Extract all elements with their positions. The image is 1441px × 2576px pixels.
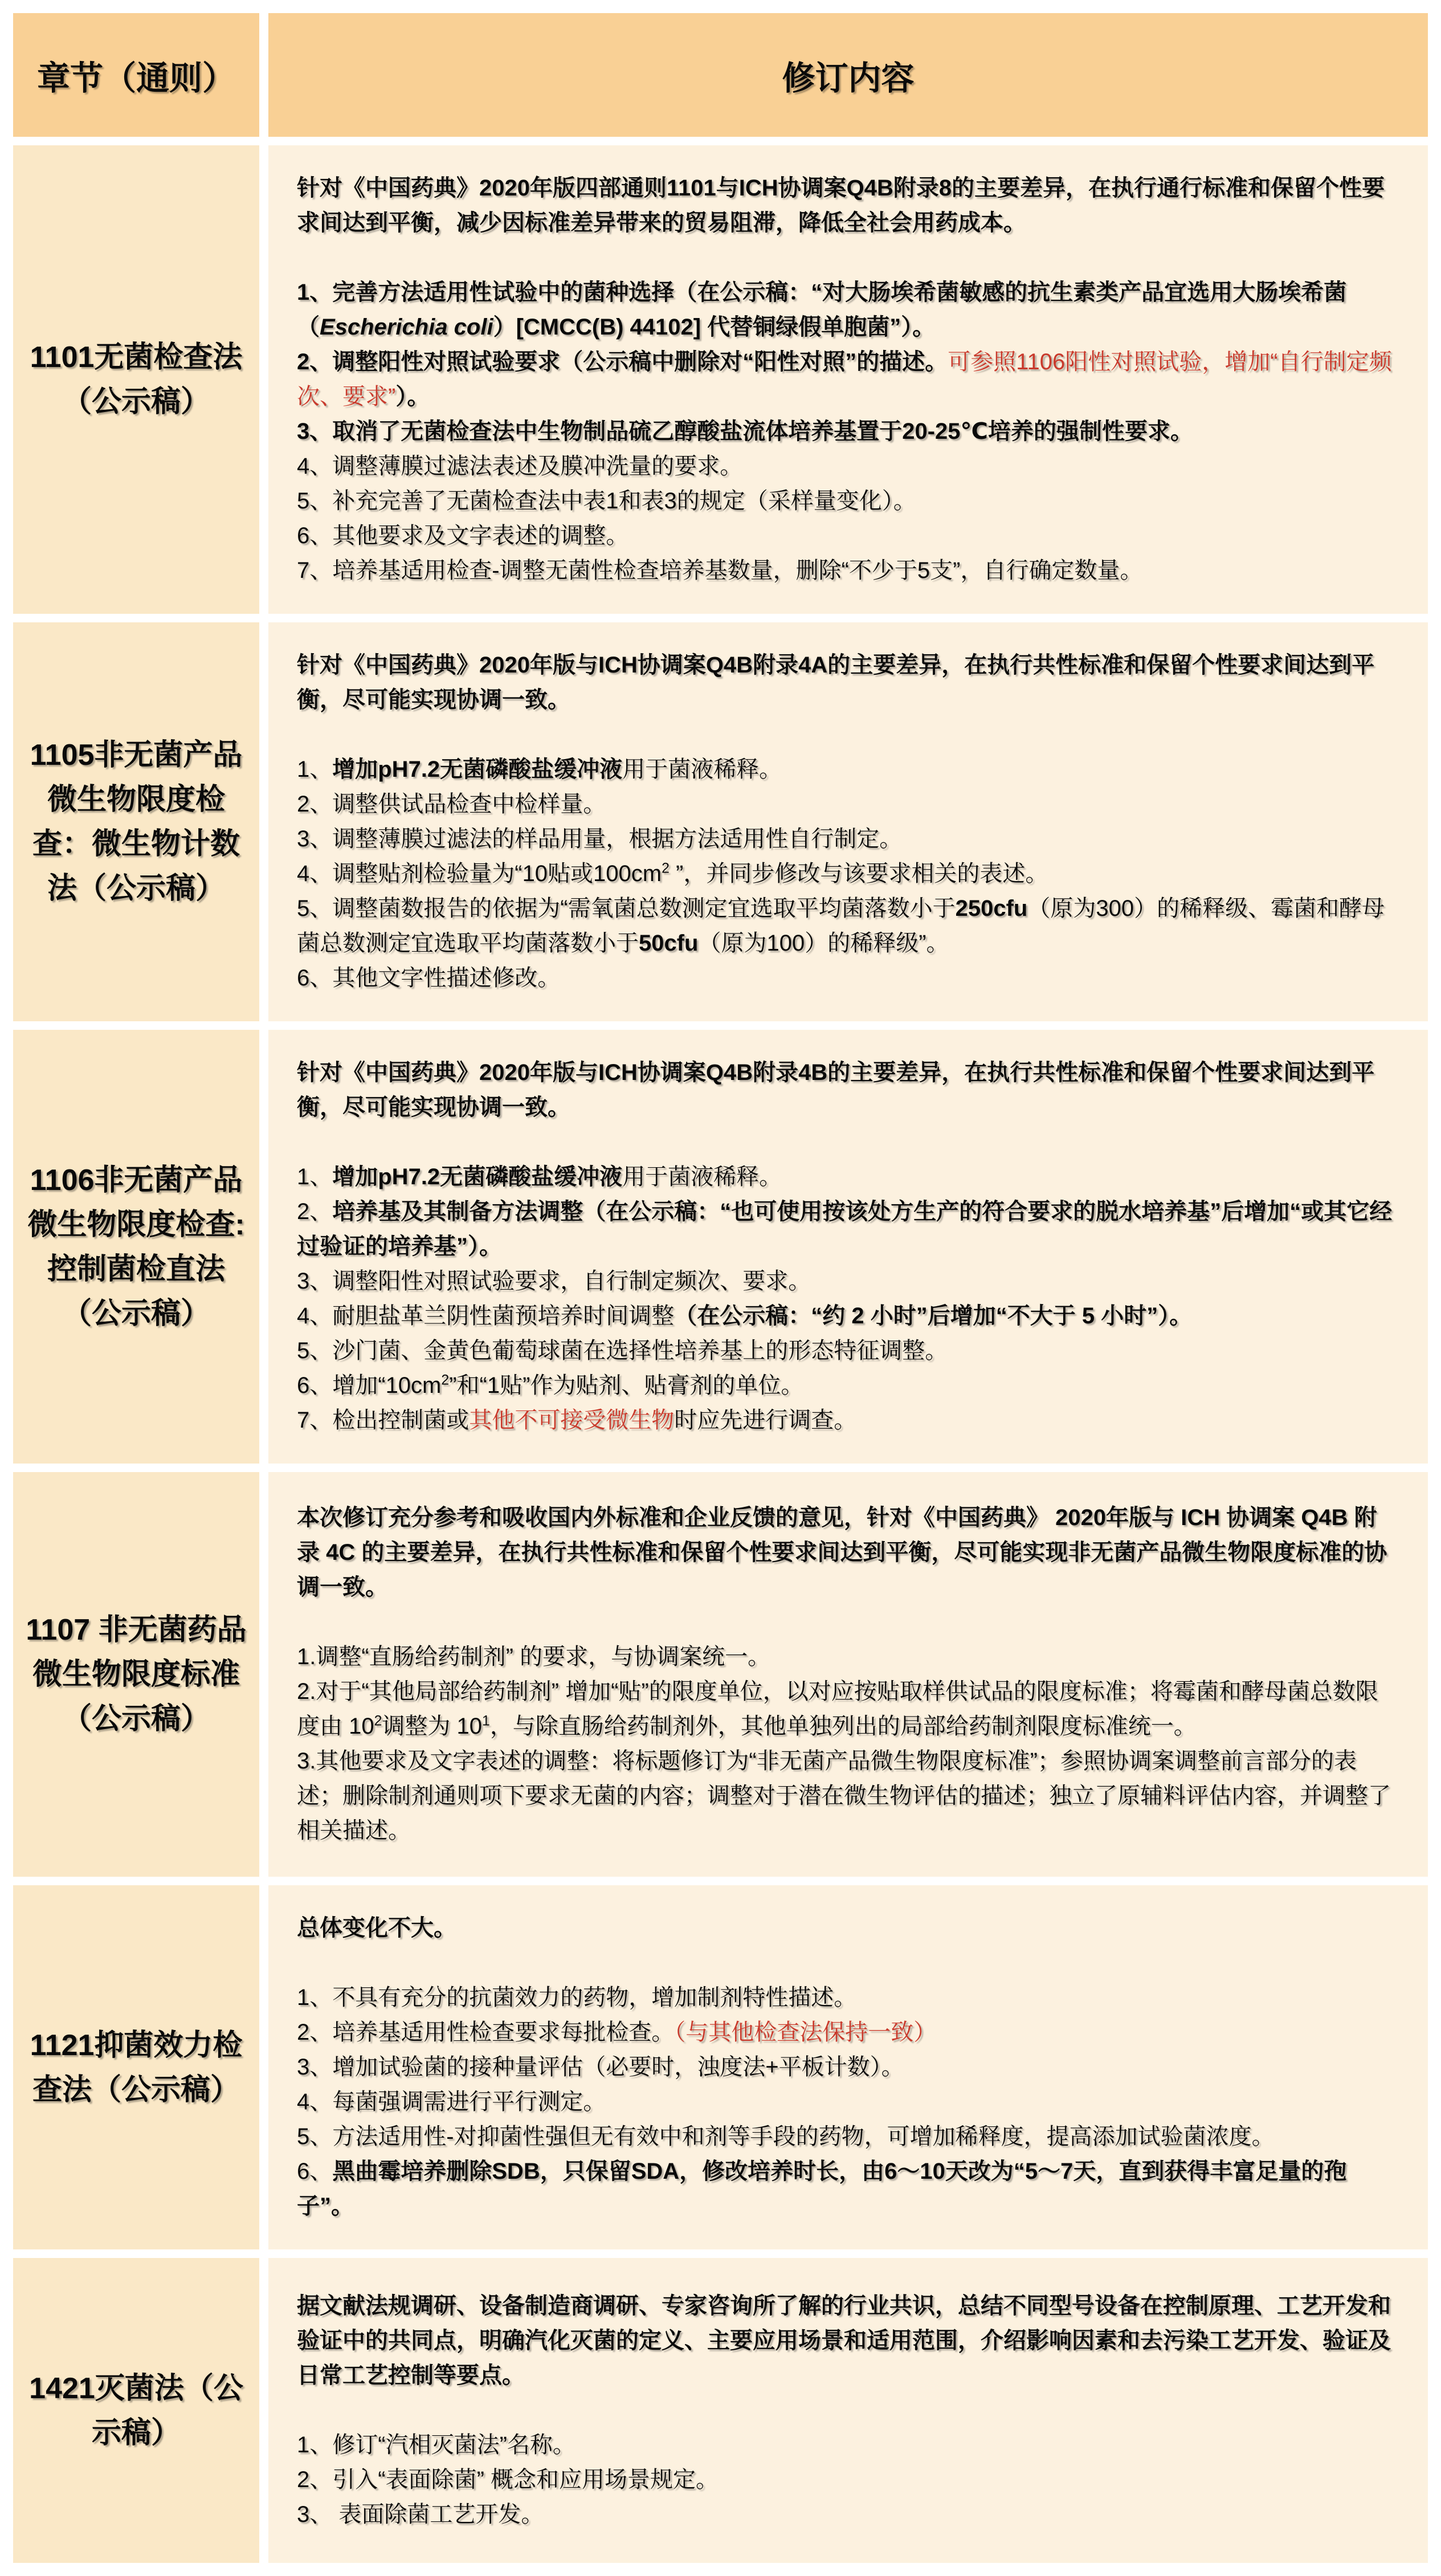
revision-item	[297, 2120, 1399, 2154]
text-segment: 增加pH7.2无菌磷酸盐缓冲液	[332, 757, 623, 782]
revision-item	[297, 2154, 1399, 2224]
text-segment: 1.调整“直肠给药制剂” 的要求，与协调案统一。	[297, 1644, 771, 1669]
text-segment: 1、	[297, 757, 333, 782]
header-content-column: 修订内容	[268, 13, 1428, 137]
text-segment: 1、	[297, 1164, 333, 1189]
text-segment: 6、	[297, 2159, 333, 2184]
content-cell	[268, 2258, 1428, 2563]
revision-item	[297, 2085, 1399, 2120]
text-segment: 1、不具有充分的抗菌效力的药物，增加制剂特性描述。	[297, 1985, 857, 2010]
text-segment: 7、检出控制菌或	[297, 1408, 470, 1433]
chapter-cell	[13, 2258, 259, 2563]
revision-item	[297, 414, 1399, 449]
text-segment: 2、调整供试品检查中检样量。	[297, 792, 606, 817]
chapter-cell	[13, 1472, 259, 1877]
text-segment: 3、调整薄膜过滤法的样品用量，根据方法适用性自行制定。	[297, 826, 903, 851]
text-segment: 5、方法适用性-对抑菌性强但无有效中和剂等手段的药物，可增加稀释度，提高添加试验菌浓度。	[297, 2124, 1275, 2149]
text-segment: 4、每菌强调需进行平行测定。	[297, 2089, 606, 2114]
text-segment: 2、培养基适用性检查要求每批检查。	[297, 2020, 675, 2045]
revision-item	[297, 519, 1399, 553]
text-segment: 本次修订充分参考和吸收国内外标准和企业反馈的意见，针对《中国药典》 2020年版与 ICH 协调案 Q4B 附录 4C 的主要差异，在执行共性标准和保留个性要求间达到平衡，尽可能实现非无菌产品微生物限度标准的协调一致。	[297, 1505, 1387, 1600]
text-segment: 250cfu	[955, 896, 1028, 921]
text-segment: 针对《中国药典》2020年版与ICH协调案Q4B附录4A的主要差异，在执行共性标准和保留个性要求间达到平衡，尽可能实现协调一致。	[297, 653, 1375, 712]
text-segment: 4、调整薄膜过滤法表述及膜冲洗量的要求。	[297, 454, 743, 479]
revision-item	[297, 2050, 1399, 2085]
revision-summary	[297, 1501, 1399, 1605]
text-segment: 用于菌液稀释。	[622, 1164, 782, 1189]
text-segment: （原为100）的稀释级”。	[698, 931, 949, 956]
text-segment: 6、其他要求及文字表述的调整。	[297, 523, 629, 548]
text-segment: 2	[662, 861, 670, 877]
content-cell	[268, 145, 1428, 614]
revision-item	[297, 1980, 1399, 2015]
text-segment: 6、其他文字性描述修改。	[297, 965, 561, 991]
chapter-title: 1105非无菌产品微生物限度检查：微生物计数法（公示稿）	[30, 739, 243, 905]
revision-item	[297, 1195, 1399, 1264]
revision-item	[297, 1264, 1399, 1299]
chapter-title: 1101无菌检查法（公示稿）	[30, 341, 243, 418]
text-segment: 据文献法规调研、设备制造商调研、专家咨询所了解的行业共识，总结不同型号设备在控制原理、工艺开发和验证中的共同点，明确汽化灭菌的定义、主要应用场景和适用范围，介绍影响因素和去污染工艺开发、验证及日常工艺控制等要点。	[297, 2293, 1391, 2388]
revision-summary	[297, 1055, 1399, 1125]
revision-item	[297, 484, 1399, 519]
chapter-cell	[13, 622, 259, 1021]
text-segment: 2	[374, 1713, 382, 1729]
text-segment: Escherichia coli	[320, 315, 493, 340]
revision-item	[297, 1299, 1399, 1334]
text-segment: 2.对于“其他局部给药制剂” 增加“贴”的限度单位，以对应按贴取样供试品的限度标准；将霉菌和酵母菌总数限度由 10	[297, 1679, 1378, 1739]
content-cell	[268, 1885, 1428, 2249]
text-segment: 4、耐胆盐革兰阴性菌预培养时间调整	[297, 1303, 675, 1328]
chapter-cell	[13, 145, 259, 614]
revision-item	[297, 1674, 1399, 1744]
text-segment: 5、沙门菌、金黄色葡萄球菌在选择性培养基上的形态特征调整。	[297, 1338, 948, 1363]
text-segment: 针对《中国药典》2020年版四部通则1101与ICH协调案Q4B附录8的主要差异，在执行通行标准和保留个性要求间达到平衡，减少因标准差异带来的贸易阻滞，降低全社会用药成本。	[297, 176, 1385, 235]
text-segment: 7、培养基适用检查-调整无菌性检查培养基数量，删除“不少于5支”，自行确定数量。	[297, 558, 1143, 583]
text-segment: ”和“1贴”作为贴剂、贴膏剂的单位。	[449, 1373, 804, 1398]
text-segment: 可参照1106阳性对照试验，增加“自行制定频次、要求”	[297, 349, 1392, 409]
revision-item	[297, 1640, 1399, 1674]
chapter-title: 1107 非无菌药品微生物限度标准（公示稿）	[26, 1613, 247, 1735]
revision-item	[297, 345, 1399, 414]
revision-summary	[297, 171, 1399, 241]
text-segment: （与其他检查法保持一致）	[674, 2020, 937, 2045]
revision-item	[297, 891, 1399, 961]
text-segment: （原为300）的稀释级、霉菌和酵母菌总数测定宜选取平均菌落数小于	[297, 896, 1385, 956]
text-segment: 黑曲霉培养删除SDB，只保留SDA，修改培养时长，由6～10天改为“5～7天，直到获得丰富足量的孢子”。	[297, 2159, 1347, 2219]
revision-item	[297, 1744, 1399, 1848]
revision-item	[297, 1160, 1399, 1195]
text-segment: 2、调整阳性对照试验要求（公示稿中删除对“阳性对照”的描述。	[297, 349, 948, 374]
text-segment: 5、调整菌数报告的依据为“需氧菌总数测定宜选取平均菌落数小于	[297, 896, 956, 921]
text-segment: 50cfu	[639, 931, 699, 956]
text-segment: 3、调整阳性对照试验要求，自行制定频次、要求。	[297, 1269, 811, 1294]
chapter-title: 1106非无菌产品微生物限度检查:控制菌检直法（公示稿）	[27, 1163, 245, 1330]
revision-item	[297, 2428, 1399, 2463]
text-segment: 5、补充完善了无菌检查法中表1和表3的规定（采样量变化）。	[297, 488, 916, 513]
revision-summary	[297, 2289, 1399, 2393]
text-segment: 时应先进行调查。	[674, 1408, 857, 1433]
content-cell	[268, 1472, 1428, 1877]
revision-item	[297, 2497, 1399, 2532]
text-segment: 1、完善方法适用性试验中的菌种选择（在公示稿：“对大肠埃希菌敏感的抗生素类产品宜选用大肠埃希菌（	[297, 280, 1347, 340]
text-segment: 针对《中国药典》2020年版与ICH协调案Q4B附录4B的主要差异，在执行共性标准和保留个性要求间达到平衡，尽可能实现协调一致。	[297, 1060, 1375, 1120]
revision-item	[297, 822, 1399, 857]
text-segment: 4、调整贴剂检验量为“10贴或100cm	[297, 861, 662, 886]
text-segment: （在公示稿：“约 2 小时”后增加“不大于 5 小时”）。	[674, 1303, 1193, 1328]
chapter-cell	[13, 1030, 259, 1464]
revision-item	[297, 1334, 1399, 1368]
revision-item	[297, 1403, 1399, 1438]
text-segment: 3.其他要求及文字表述的调整：将标题修订为“非无菌产品微生物限度标准”；参照协调案调整前言部分的表述；删除制剂通则项下要求无菌的内容；调整对于潜在微生物评估的描述；独立了原辅料评估内容，并调整了相关描述。	[297, 1748, 1391, 1843]
revision-item	[297, 2015, 1399, 2050]
text-segment: 2、	[297, 1199, 333, 1224]
text-segment: 1	[482, 1713, 490, 1729]
revision-summary	[297, 648, 1399, 718]
revision-summary	[297, 1911, 1399, 1946]
chapter-title: 1121抑菌效力检查法（公示稿）	[30, 2028, 243, 2106]
revision-item	[297, 857, 1399, 891]
chapter-title: 1421灭菌法（公示稿）	[29, 2371, 243, 2449]
text-segment: ”，并同步修改与该要求相关的表述。	[669, 861, 1048, 886]
text-segment: ）[CMCC(B) 44102] 代替铜绿假单胞菌”）。	[493, 315, 936, 340]
text-segment: 3、取消了无菌检查法中生物制品硫乙醇酸盐流体培养基置于20-25℃培养的强制性要求。	[297, 419, 1193, 444]
revision-item	[297, 961, 1399, 996]
revision-item	[297, 2463, 1399, 2497]
header-chapter-column: 章节（通则）	[13, 13, 259, 137]
revision-item	[297, 449, 1399, 484]
text-segment: ）。	[395, 384, 430, 409]
text-segment: 其他不可接受微生物	[469, 1408, 675, 1433]
revision-item	[297, 752, 1399, 787]
text-segment: 3、 表面除菌工艺开发。	[297, 2502, 544, 2527]
text-segment: 1、修订“汽相灭菌法”名称。	[297, 2432, 575, 2457]
revision-item	[297, 1368, 1399, 1403]
content-cell	[268, 622, 1428, 1021]
revision-item	[297, 553, 1399, 588]
text-segment: 2、引入“表面除菌” 概念和应用场景规定。	[297, 2467, 719, 2492]
text-segment: 总体变化不大。	[297, 1915, 456, 1941]
text-segment: 3、增加试验菌的接种量评估（必要时，浊度法+平板计数）。	[297, 2055, 904, 2080]
text-segment: 调整为 10	[382, 1714, 483, 1739]
text-segment: 用于菌液稀释。	[622, 757, 782, 782]
revision-item	[297, 787, 1399, 822]
text-segment: 培养基及其制备方法调整（在公示稿：“也可使用按该处方生产的符合要求的脱水培养基”后增加“或其它经过验证的培养基”）。	[297, 1199, 1393, 1259]
text-segment: 增加pH7.2无菌磷酸盐缓冲液	[332, 1164, 623, 1189]
revision-item	[297, 275, 1399, 345]
text-segment: 2	[441, 1372, 450, 1388]
text-segment: 6、增加“10cm	[297, 1373, 442, 1398]
text-segment: ，与除直肠给药制剂外，其他单独列出的局部给药制剂限度标准统一。	[489, 1714, 1197, 1739]
chapter-cell	[13, 1885, 259, 2249]
content-cell	[268, 1030, 1428, 1464]
